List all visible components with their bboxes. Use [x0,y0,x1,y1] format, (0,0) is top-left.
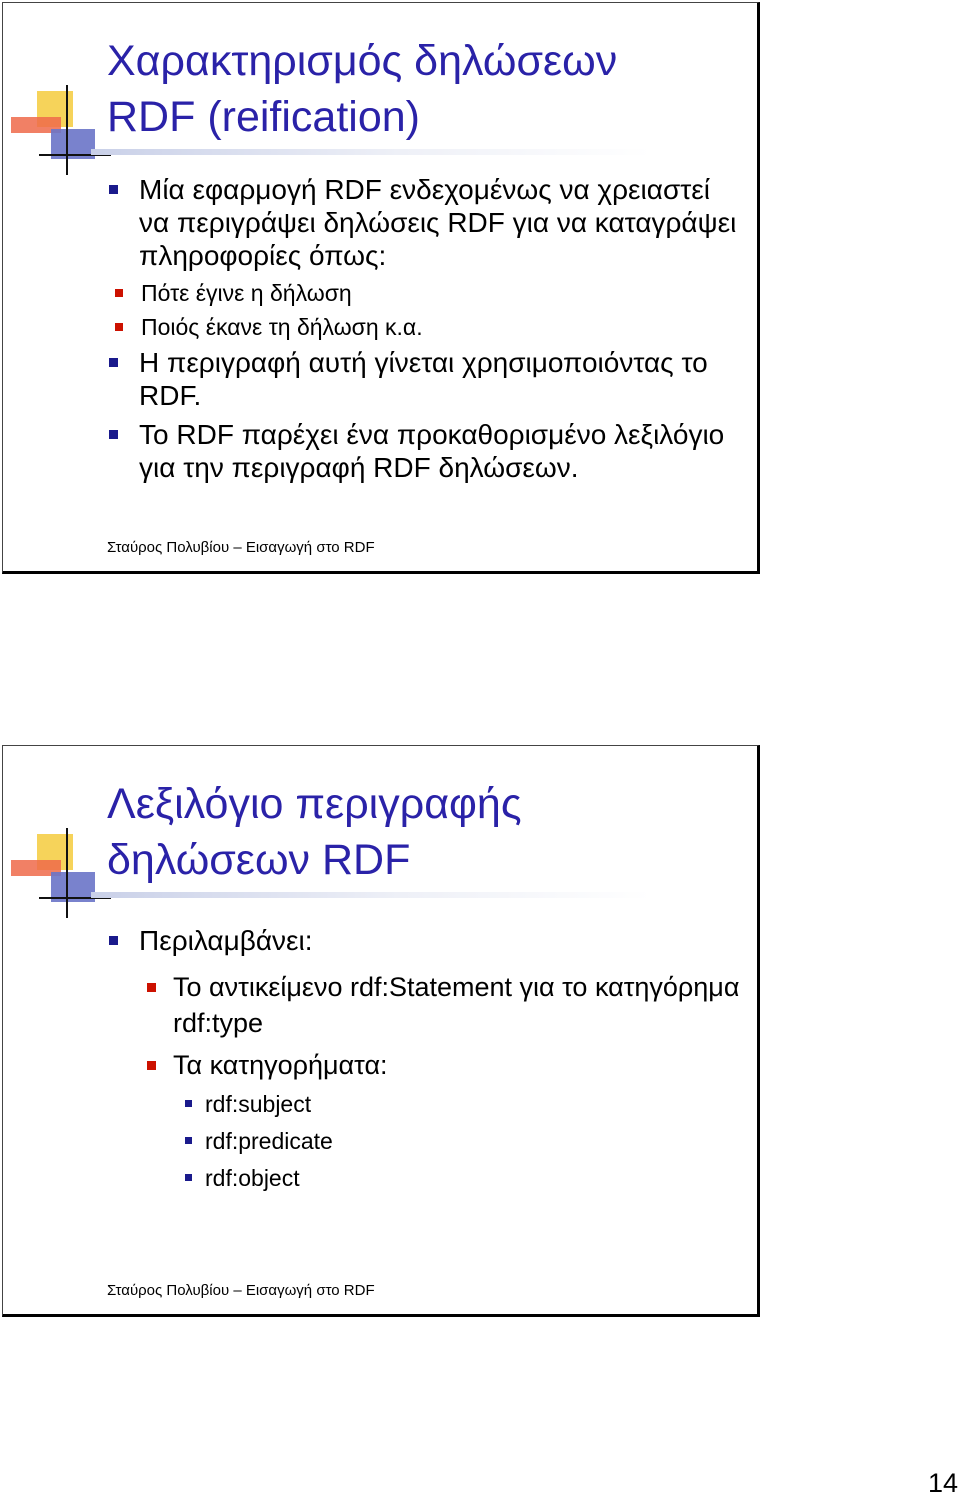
bullet-text: Περιλαμβάνει: [139,925,313,956]
slide-decoration-icon [11,85,111,175]
square-bullet-icon [115,323,123,331]
slide-body [107,924,747,1200]
page-number: 14 [928,1468,959,1498]
sub-bullet-item [75,278,747,308]
slide-footer: Σταύρος Πολυβίου – Εισαγωγή στο RDF [107,1282,375,1299]
sub-sub-bullet-text: rdf:predicate [205,1128,333,1154]
title-rule [91,892,651,898]
slide-1 [2,2,760,574]
bullet-text: Το RDF παρέχει ένα προκαθορισμένο λεξιλόγιο για την περιγραφή RDF δηλώσεων. [139,419,725,483]
sub-sub-bullet-text: rdf:subject [205,1091,312,1117]
sub-sub-bullet-text: rdf:object [205,1165,300,1191]
slide-2 [2,745,760,1317]
title-line-2: δηλώσεων RDF [107,836,411,884]
bullet-item [107,346,747,412]
bullet-text: Μία εφαρμογή RDF ενδεχομένως να χρειαστεί να περιγράψει δηλώσεις RDF για να καταγράψει πληροφορίες όπως: [139,174,737,271]
square-bullet-icon [185,1174,192,1181]
title-line-1: Χαρακτηρισμός δηλώσεων [107,37,618,85]
slide-title [107,776,522,888]
sub-bullet-item [107,1047,747,1083]
square-bullet-icon [109,936,118,945]
square-bullet-icon [185,1137,192,1144]
square-bullet-icon [109,185,118,194]
title-rule [91,149,651,155]
bullet-item [107,418,747,484]
bullet-text: Η περιγραφή αυτή γίνεται χρησιμοποιόντας το RDF. [139,347,708,411]
sub-bullet-text: Τα κατηγορήματα: [173,1050,388,1080]
slide-footer: Σταύρος Πολυβίου – Εισαγωγή στο RDF [107,539,375,556]
square-bullet-icon [147,983,156,992]
bullet-item [107,173,747,272]
sub-bullet-text: Το αντικείμενο rdf:Statement για το κατηγόρημα rdf:type [173,972,740,1038]
sub-sub-bullet-item [107,1163,747,1193]
sub-bullet-text: Ποιός έκανε τη δήλωση κ.α. [141,314,423,340]
square-bullet-icon [185,1100,192,1107]
sub-bullet-item [75,312,747,342]
slide-decoration-icon [11,828,111,918]
bullet-item [107,924,747,957]
title-line-1: Λεξιλόγιο περιγραφής [107,780,522,828]
sub-sub-bullet-item [107,1089,747,1119]
square-bullet-icon [109,430,118,439]
sub-bullet-item [107,969,747,1041]
square-bullet-icon [109,358,118,367]
title-line-2: RDF (reification) [107,93,420,141]
slide-title [107,33,617,145]
square-bullet-icon [147,1061,156,1070]
sub-sub-bullet-item [107,1126,747,1156]
sub-bullet-text: Πότε έγινε η δήλωση [141,280,352,306]
square-bullet-icon [115,289,123,297]
slide-body [107,173,747,490]
